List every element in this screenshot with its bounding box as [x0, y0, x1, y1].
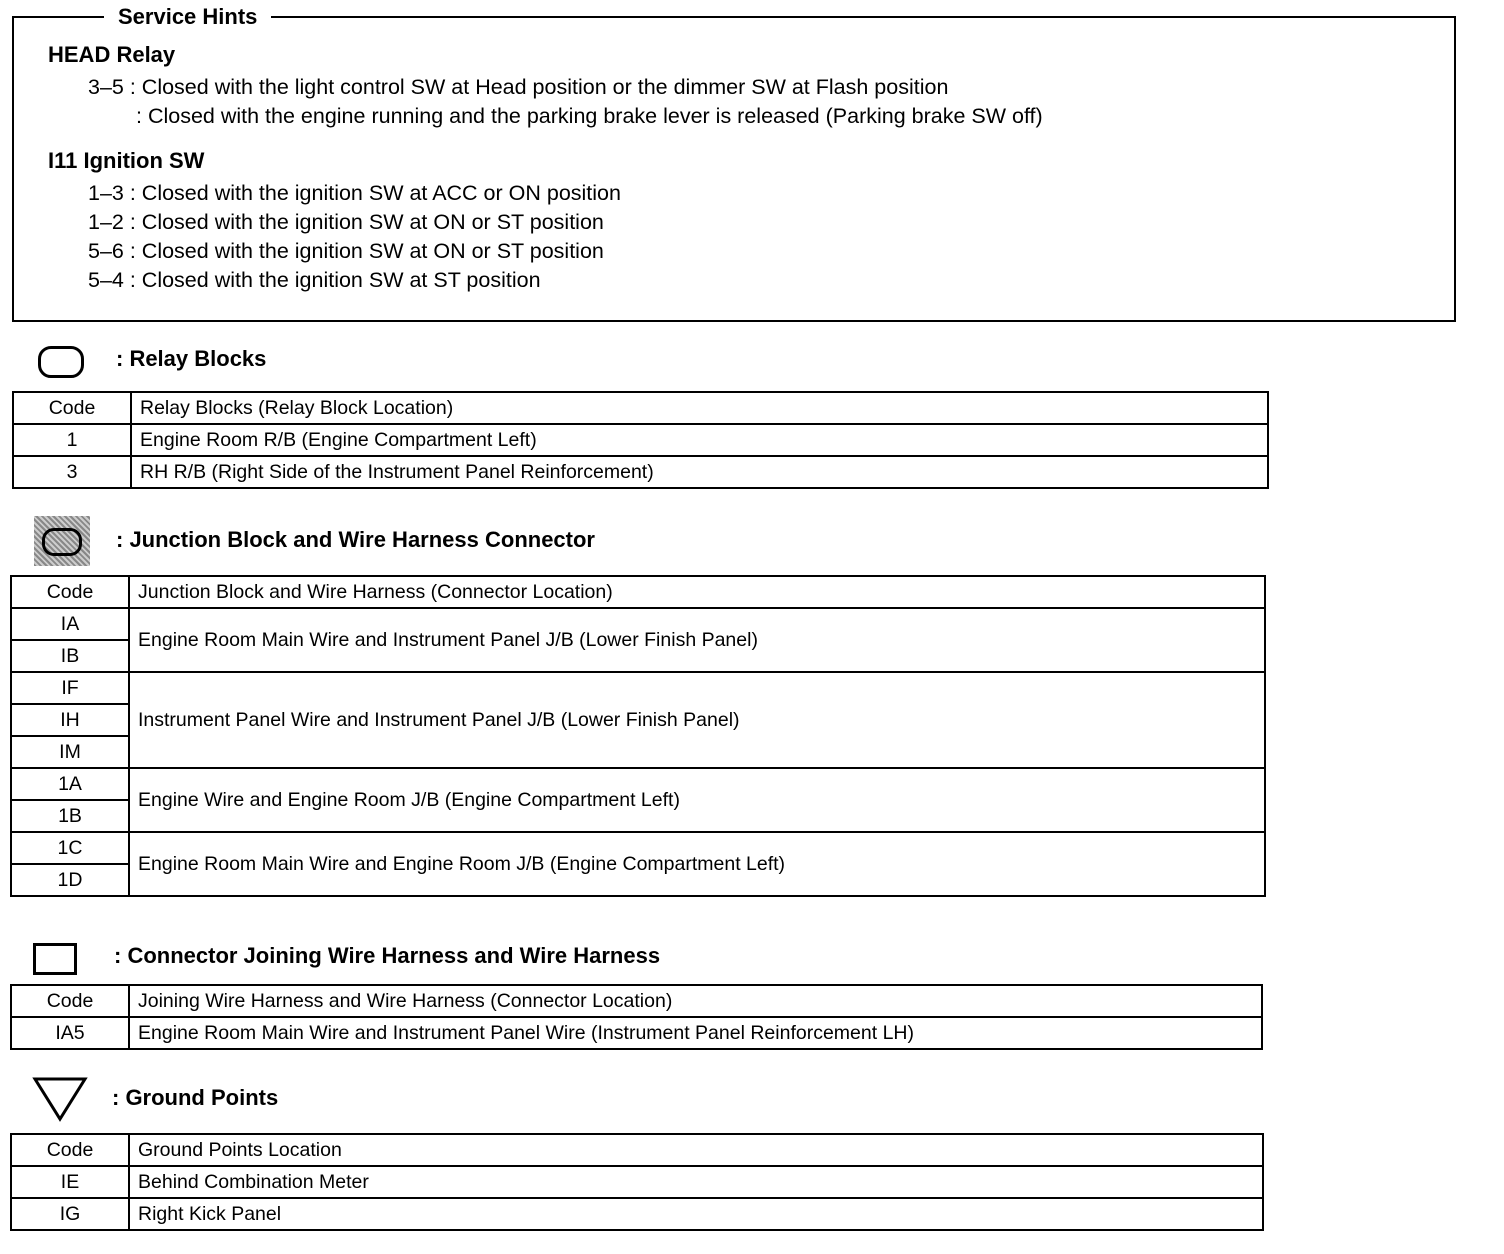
header-code: Code: [11, 576, 129, 608]
code-cell: 1A: [11, 768, 129, 800]
connectors-heading: : Connector Joining Wire Harness and Wire Harness: [114, 943, 661, 968]
code-cell: IH: [11, 704, 129, 736]
hint-line: 5–6 : Closed with the ignition SW at ON or ST position: [88, 239, 604, 263]
code-cell: 1B: [11, 800, 129, 832]
table-header-row: [11, 1134, 1263, 1166]
table-row: [11, 768, 1265, 800]
table-row: [11, 832, 1265, 864]
header-location: Relay Blocks (Relay Block Location): [131, 392, 1268, 424]
header-location: Ground Points Location: [129, 1134, 1263, 1166]
header-location: Joining Wire Harness and Wire Harness (Connector Location): [129, 985, 1262, 1017]
hint-line: 3–5 : Closed with the light control SW at Head position or the dimmer SW at Flash position: [88, 75, 949, 99]
head-relay-heading: HEAD Relay: [48, 42, 176, 67]
hint-line: 1–2 : Closed with the ignition SW at ON or ST position: [88, 210, 604, 234]
location-cell: Engine Room R/B (Engine Compartment Left): [131, 424, 1268, 456]
service-hints-title: Service Hints: [104, 4, 271, 30]
junction-blocks-table: [10, 575, 1266, 897]
location-cell: Behind Combination Meter: [129, 1166, 1263, 1198]
location-cell: Instrument Panel Wire and Instrument Panel J/B (Lower Finish Panel): [129, 672, 1265, 768]
code-cell: IF: [11, 672, 129, 704]
header-location: Junction Block and Wire Harness (Connector Location): [129, 576, 1265, 608]
rounded-rectangle-icon: [38, 346, 84, 378]
connectors-table: [10, 984, 1263, 1050]
code-cell: IM: [11, 736, 129, 768]
table-row: [11, 1166, 1263, 1198]
table-row: [11, 1017, 1262, 1049]
ignition-sw-heading: I11 Ignition SW: [48, 148, 205, 173]
header-code: Code: [11, 985, 129, 1017]
code-cell: IB: [11, 640, 129, 672]
ground-points-heading: : Ground Points: [112, 1085, 279, 1110]
table-row: [11, 1198, 1263, 1230]
table-header-row: [13, 392, 1268, 424]
header-code: Code: [13, 392, 131, 424]
code-cell: IG: [11, 1198, 129, 1230]
relay-blocks-heading: : Relay Blocks: [116, 346, 267, 371]
code-cell: IA5: [11, 1017, 129, 1049]
table-header-row: [11, 576, 1265, 608]
code-cell: 1D: [11, 864, 129, 896]
shaded-oval-icon: [34, 516, 90, 566]
location-cell: RH R/B (Right Side of the Instrument Panel Reinforcement): [131, 456, 1268, 488]
service-hints-box: [12, 4, 1456, 322]
relay-blocks-table: [12, 391, 1269, 489]
location-cell: Right Kick Panel: [129, 1198, 1263, 1230]
ground-points-table: [10, 1133, 1264, 1231]
code-cell: IE: [11, 1166, 129, 1198]
hint-line: : Closed with the engine running and the parking brake lever is released (Parking brake SW off): [136, 104, 1043, 128]
junction-blocks-heading: : Junction Block and Wire Harness Connector: [116, 527, 595, 552]
hint-line: 1–3 : Closed with the ignition SW at ACC or ON position: [88, 181, 621, 205]
table-row: [13, 424, 1268, 456]
code-cell: 1C: [11, 832, 129, 864]
header-code: Code: [11, 1134, 129, 1166]
table-header-row: [11, 985, 1262, 1017]
table-row: [13, 456, 1268, 488]
table-row: [11, 608, 1265, 640]
hint-line: 5–4 : Closed with the ignition SW at ST position: [88, 268, 541, 292]
code-cell: IA: [11, 608, 129, 640]
rectangle-icon: [33, 943, 77, 975]
code-cell: 3: [13, 456, 131, 488]
table-row: [11, 672, 1265, 704]
location-cell: Engine Room Main Wire and Engine Room J/B (Engine Compartment Left): [129, 832, 1265, 896]
location-cell: Engine Wire and Engine Room J/B (Engine Compartment Left): [129, 768, 1265, 832]
location-cell: Engine Room Main Wire and Instrument Panel Wire (Instrument Panel Reinforcement LH): [129, 1017, 1262, 1049]
code-cell: 1: [13, 424, 131, 456]
location-cell: Engine Room Main Wire and Instrument Panel J/B (Lower Finish Panel): [129, 608, 1265, 672]
down-triangle-icon: [32, 1076, 88, 1122]
